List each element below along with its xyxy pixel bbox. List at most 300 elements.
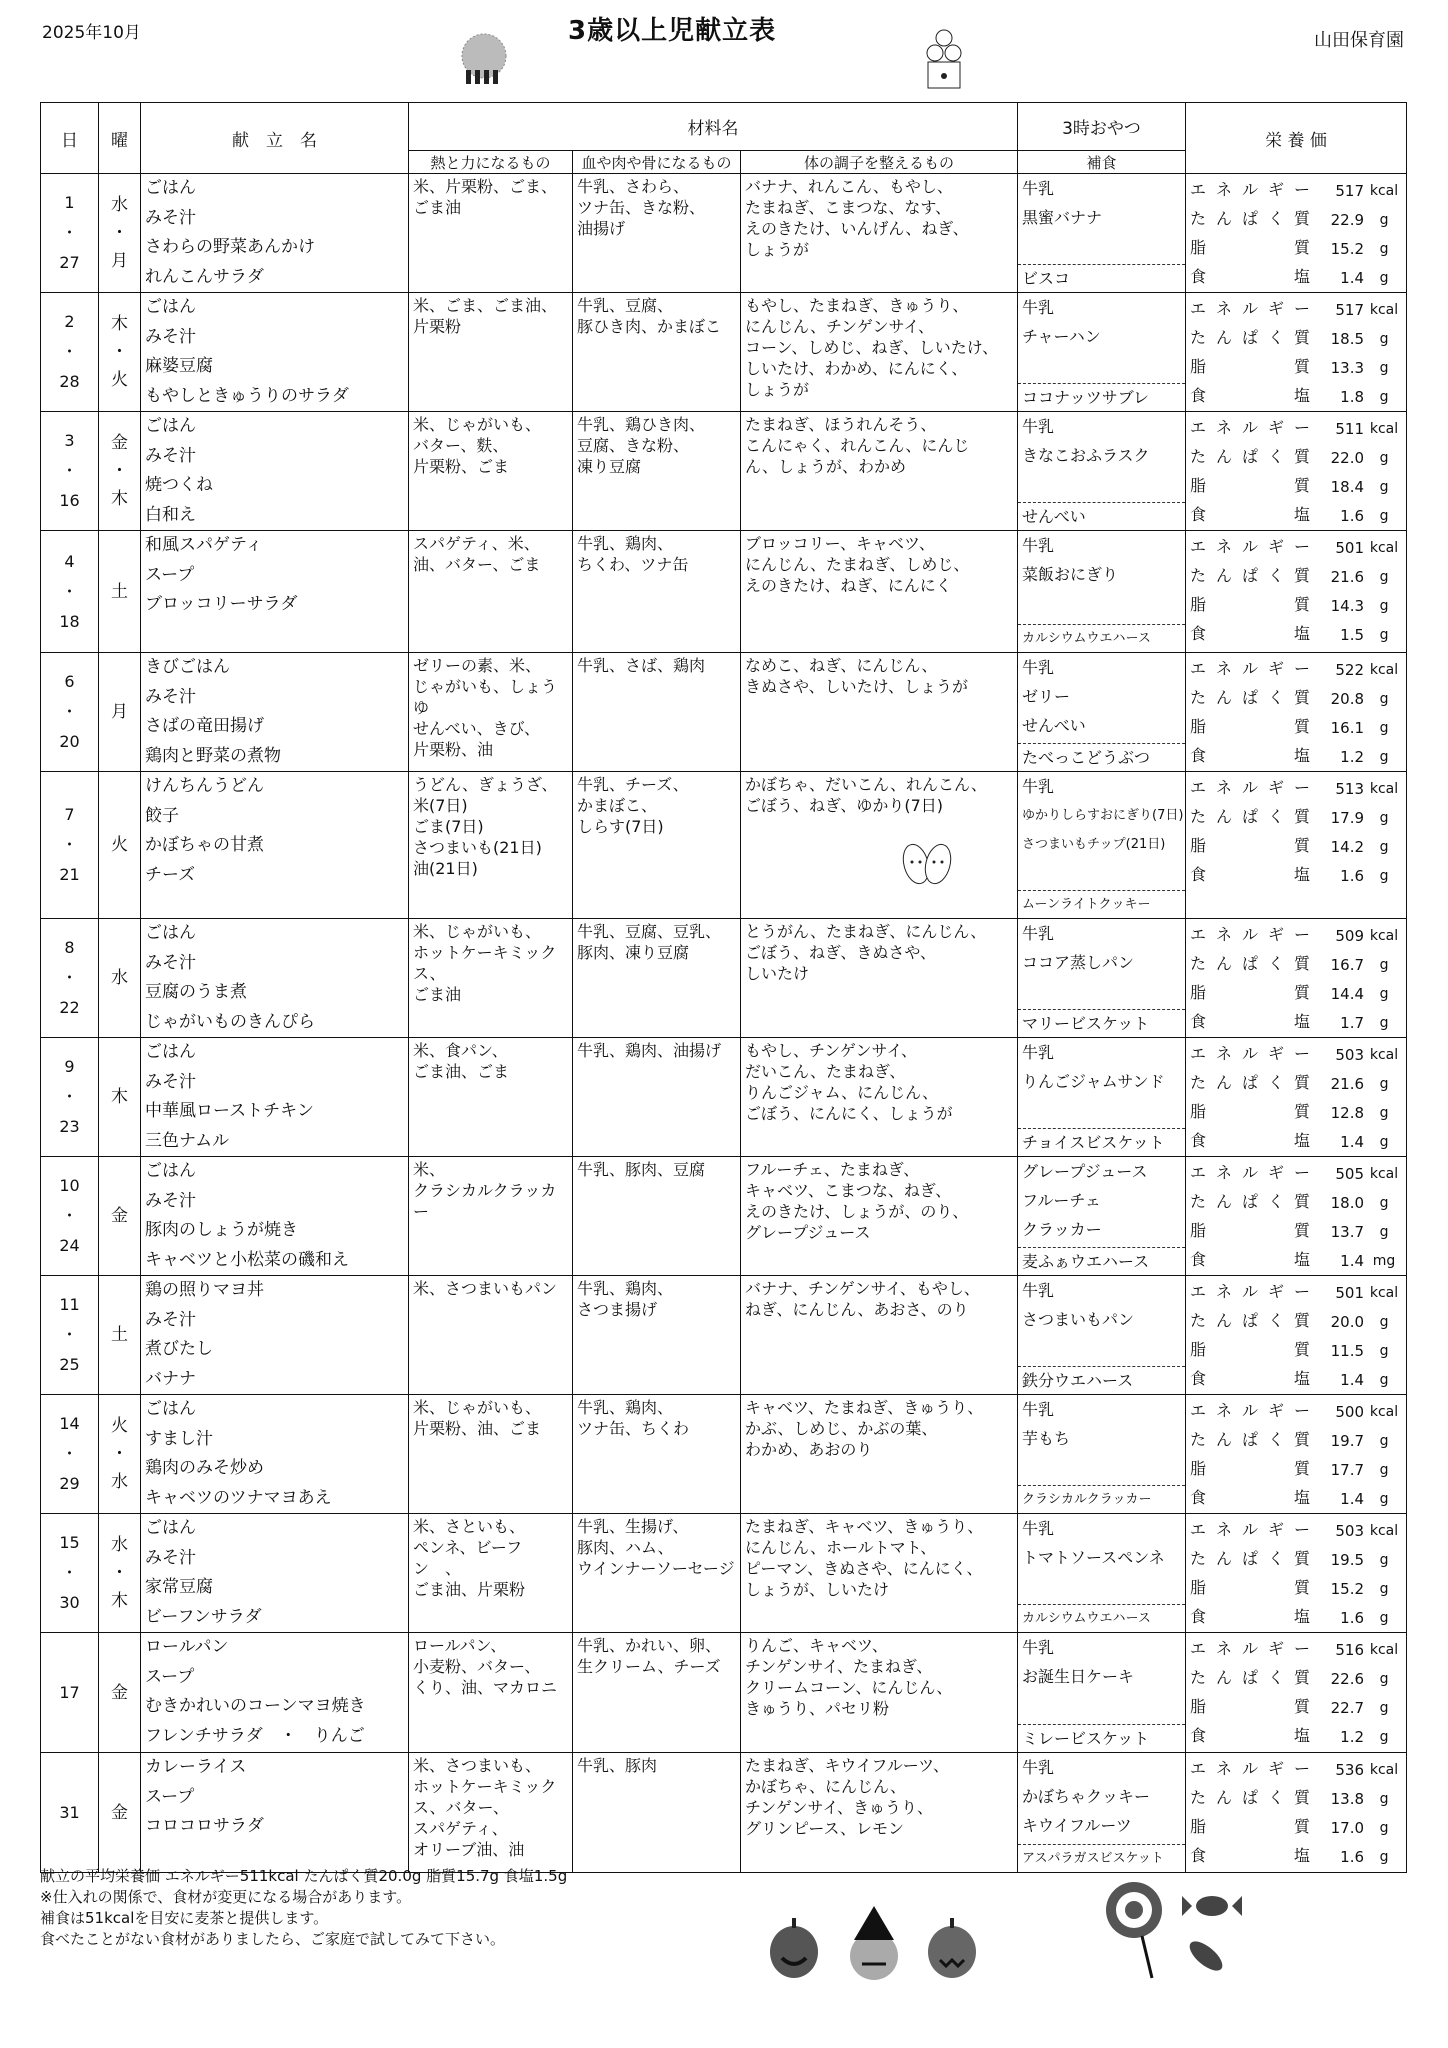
snack-item: クラッカー [1022, 1220, 1102, 1239]
snack-item: キウイフルーツ [1022, 1816, 1132, 1835]
day-text: 20 [59, 732, 80, 751]
nutrient-salt-value: 1.6 [1340, 1848, 1365, 1866]
nutrient-label-char: ぱ [1241, 1311, 1258, 1330]
weekday-cell [99, 1395, 141, 1514]
nutrient-salt-row [1186, 380, 1406, 409]
nutrient-label-char: ん [1216, 1668, 1233, 1687]
nutrient-salt-row [1186, 1840, 1406, 1869]
nutrient-label-char: 脂 [1190, 1459, 1207, 1478]
body-ingredients-cell [573, 1395, 741, 1514]
nutrition-cell [1186, 412, 1407, 531]
ingredient-line: 牛乳、鶏肉、油揚げ [577, 1041, 722, 1060]
nutrient-label-char: ネ [1216, 778, 1233, 797]
nutrient-energy-value: 500 [1335, 1403, 1365, 1421]
nutrient-salt-label [1186, 1604, 1316, 1630]
snack-item: 牛乳 [1022, 777, 1055, 796]
dish-name: ごはん [145, 178, 196, 198]
nutrient-fat-value: 15.2 [1330, 1580, 1365, 1598]
ingredient-line: ス、バター、 [413, 1798, 509, 1817]
weekday-cell [99, 174, 141, 293]
col-nutrition: 栄 養 価 [1186, 103, 1407, 174]
condition-ingredients-cell [741, 1276, 1018, 1395]
nutrient-salt-unit: g [1379, 868, 1389, 884]
condition-ingredients-cell [741, 1753, 1018, 1873]
nutrition-cell [1186, 1157, 1407, 1276]
weekday-text: ・ [111, 1563, 128, 1583]
day-text: 21 [59, 865, 80, 884]
nutrient-label-char: ぱ [1241, 954, 1258, 973]
nutrient-label-char: 食 [1190, 505, 1207, 524]
nutrient-label-char: 食 [1190, 267, 1207, 286]
ingredient-line: きぬさや、しいたけ、しょうが [745, 677, 969, 696]
ingredient-line: バター、麩、 [413, 436, 509, 455]
nutrient-fat-value: 14.3 [1330, 597, 1365, 615]
nutrient-fat-label [1186, 473, 1316, 499]
nutrient-fat-unit: g [1379, 598, 1389, 614]
snack-cell [1018, 293, 1186, 412]
nutrient-label-char: 質 [1294, 595, 1311, 614]
nutrient-fat-label [1186, 1694, 1316, 1720]
nutrient-protein-unit: g [1379, 1076, 1389, 1092]
ingredient-line: りんごジャム、にんじん、 [745, 1083, 939, 1102]
ingredient-line: フルーチェ、たまねぎ、 [745, 1160, 920, 1179]
ingredient-line: きゅうり、パセリ粉 [745, 1699, 890, 1718]
nutrient-label-char: ん [1216, 807, 1233, 826]
nutrient-label-char: ー [1293, 1282, 1310, 1301]
nutrient-label-char: ネ [1216, 1282, 1233, 1301]
dish-name: ごはん [145, 1518, 196, 1538]
ingredient-line: ホットケーキミックス、 [413, 943, 557, 983]
nutrient-protein-label [1186, 444, 1316, 470]
body-ingredients-cell [573, 293, 741, 412]
nutrient-label-char: ル [1241, 299, 1258, 318]
body-ingredients-cell [573, 412, 741, 531]
day-cell [41, 919, 99, 1038]
nutrient-salt-value: 1.7 [1340, 1014, 1365, 1032]
ingredient-line: 油、バター、ごま [413, 555, 541, 574]
nutrient-label-char: ん [1216, 1549, 1233, 1568]
nutrition-cell [1186, 1276, 1407, 1395]
dish-name: ごはん [145, 1399, 196, 1419]
nutrient-fat-row [1186, 977, 1406, 1006]
nutrient-energy-value: 511 [1335, 420, 1365, 438]
ingredient-line: さつまいも(21日) [413, 838, 542, 857]
ingredient-line: 牛乳、チーズ、 [577, 775, 689, 794]
nutrition-cell [1186, 1633, 1407, 1753]
ingredient-line: ウインナーソーセージ [577, 1559, 735, 1578]
dish-name: ごはん [145, 416, 196, 436]
day-text: 9 [64, 1057, 75, 1076]
day-text: 4 [64, 551, 75, 571]
hosyoku-item: クラシカルクラッカー [1018, 1485, 1185, 1513]
nutrient-protein-label [1186, 951, 1316, 977]
nutrient-label-char: く [1267, 1192, 1284, 1211]
menu-row [41, 772, 1407, 919]
ingredient-line: ごま油、ごま [413, 1062, 510, 1081]
nutrient-label-char: 脂 [1190, 595, 1207, 614]
ingredient-line: えのきたけ、しょうが、のり、 [745, 1202, 969, 1221]
dish-name: みそ汁 [145, 1071, 196, 1092]
ingredient-line: えのきたけ、いんげん、ねぎ、 [745, 219, 969, 238]
nutrient-label-char: た [1190, 209, 1207, 228]
weekday-text: 木 [111, 1087, 128, 1107]
nutrient-salt-unit: g [1379, 1849, 1389, 1865]
nutrient-fat-row [1186, 1215, 1406, 1244]
weekday-text: 水 [111, 1472, 128, 1492]
energy-ingredients-cell [409, 653, 573, 772]
snack-cell [1018, 1753, 1186, 1873]
hosyoku-item: カルシウムウエハース [1018, 624, 1185, 652]
weekday-text: 水 [111, 195, 128, 215]
weekday-text: 月 [111, 251, 128, 271]
ingredient-line: 牛乳、鶏ひき肉、 [577, 415, 706, 434]
ingredient-line: 豚ひき肉、かまぼこ [577, 317, 722, 336]
nutrient-label-char: 食 [1190, 1607, 1207, 1626]
nutrient-protein-label [1186, 1546, 1316, 1572]
condition-ingredients-cell [741, 293, 1018, 412]
nutrient-energy-row [1186, 412, 1406, 441]
nutrient-fat-row [1186, 1453, 1406, 1482]
ingredient-line: えのきたけ、ねぎ、にんにく [745, 576, 952, 595]
hosyoku-item: たべっこどうぶつ [1018, 743, 1185, 771]
nutrient-energy-row [1186, 1395, 1406, 1424]
energy-ingredients-cell [409, 1276, 573, 1395]
dish-name: カレーライス [145, 1757, 247, 1777]
ingredient-line: 米、さといも、 [413, 1517, 526, 1536]
nutrient-label-char: ぱ [1241, 566, 1258, 585]
dish-name: ビーフンサラダ [145, 1606, 262, 1627]
nutrient-salt-label [1186, 1485, 1316, 1511]
dishes-cell [141, 1395, 409, 1514]
nutrient-label-char: た [1190, 954, 1207, 973]
ingredient-line: とうがん、たまねぎ、にんじん、 [745, 922, 987, 941]
nutrient-salt-label [1186, 264, 1316, 290]
energy-ingredients-cell [409, 1633, 573, 1753]
nutrient-protein-row [1186, 1186, 1406, 1215]
nutrient-label-char: ぱ [1241, 807, 1258, 826]
nutrient-energy-unit: kcal [1369, 781, 1399, 797]
ingredient-line: ロールパン、 [413, 1636, 507, 1655]
nutrient-label-char: 質 [1293, 1430, 1310, 1449]
nutrient-label-char: エ [1190, 1044, 1207, 1063]
energy-ingredients-cell [409, 1514, 573, 1633]
nutrient-label-char: ぱ [1241, 1549, 1258, 1568]
nutrient-protein-row [1186, 203, 1406, 232]
nutrient-protein-value: 22.9 [1330, 211, 1365, 229]
nutrient-label-char: 脂 [1190, 1817, 1207, 1836]
nutrient-label-char: ネ [1216, 659, 1233, 678]
nutrient-label-char: ん [1216, 1311, 1233, 1330]
nutrient-label-char: 食 [1190, 1012, 1207, 1031]
nutrient-label-char: 質 [1293, 1311, 1310, 1330]
nutrient-label-char: ん [1216, 328, 1233, 347]
condition-ingredients-cell [741, 1157, 1018, 1276]
nutrient-label-char: く [1267, 1549, 1284, 1568]
ingredient-line: 片栗粉、ごま [413, 457, 510, 476]
snack-item: フルーチェ [1022, 1191, 1101, 1210]
nutrient-label-char: ん [1216, 688, 1233, 707]
dish-name: みそ汁 [145, 445, 196, 466]
ingredient-line: グリンピース、レモン [745, 1819, 905, 1838]
nutrition-cell [1186, 531, 1407, 653]
nutrient-protein-unit: g [1379, 1433, 1389, 1449]
school-name: 山田保育園 [1314, 30, 1404, 51]
weekday-cell [99, 653, 141, 772]
nutrient-label-char: ギ [1267, 418, 1284, 437]
ingredient-line: 牛乳、豆腐、 [577, 296, 674, 315]
ingredient-line: 米、さつまいも、 [413, 1756, 542, 1775]
ingredient-line: ごぼう、ねぎ、きぬさや、 [745, 943, 937, 962]
weekday-text: ・ [111, 461, 128, 481]
weekday-text: 木 [111, 314, 128, 334]
nutrient-energy-label [1186, 1636, 1316, 1662]
nutrient-label-char: 質 [1294, 1697, 1311, 1716]
ingredient-line: チンゲンサイ、きゅうり、 [745, 1798, 934, 1817]
nutrient-energy-label [1186, 296, 1316, 322]
nutrient-fat-row [1186, 589, 1406, 618]
hosyoku-item: 麦ふぁウエハース [1018, 1247, 1185, 1275]
hosyoku-item: マリービスケット [1018, 1009, 1185, 1037]
nutrition-cell [1186, 293, 1407, 412]
snack-item: ゆかりしらすおにぎり(7日) [1022, 808, 1184, 823]
ingredient-line: たまねぎ、こまつな、なす、 [745, 198, 952, 217]
snack-cell [1018, 653, 1186, 772]
nutrient-label-char: く [1267, 954, 1284, 973]
ingredient-line: たまねぎ、ほうれんそう、 [745, 415, 937, 434]
nutrient-fat-unit: g [1379, 479, 1389, 495]
nutrient-fat-value: 18.4 [1330, 478, 1365, 496]
ingredient-line: たまねぎ、キウイフルーツ、 [745, 1756, 950, 1775]
nutrient-energy-value: 517 [1335, 301, 1365, 319]
nutrient-salt-unit: g [1379, 1729, 1389, 1745]
day-text: 22 [59, 998, 80, 1017]
dish-name: 家常豆腐 [145, 1577, 213, 1597]
nutrient-label-char: ん [1216, 954, 1233, 973]
nutrient-protein-value: 22.0 [1330, 449, 1365, 467]
ingredient-line: ツナ缶、ちくわ [577, 1419, 690, 1438]
nutrient-label-char: た [1190, 328, 1207, 347]
nutrient-fat-value: 17.7 [1330, 1461, 1365, 1479]
nutrient-label-char: た [1190, 688, 1207, 707]
nutrient-label-char: エ [1190, 925, 1207, 944]
ingredient-line: しらす(7日) [577, 817, 664, 836]
hosyoku-item: カルシウムウエハース [1018, 1604, 1185, 1632]
nutrition-cell [1186, 174, 1407, 293]
nutrient-energy-unit: kcal [1369, 1047, 1399, 1063]
nutrient-label-char: 脂 [1190, 717, 1207, 736]
nutrient-label-char: ぱ [1241, 447, 1258, 466]
nutrient-label-char: 食 [1190, 386, 1207, 405]
nutrient-fat-label [1186, 1456, 1316, 1482]
snack-item: 牛乳 [1022, 1043, 1055, 1062]
nutrient-protein-label [1186, 804, 1316, 830]
nutrient-fat-label [1186, 1099, 1316, 1125]
dish-name: スープ [145, 1786, 195, 1807]
nutrient-salt-row [1186, 1720, 1406, 1749]
nutrient-label-char: ネ [1216, 418, 1233, 437]
nutrient-label-char: エ [1190, 418, 1207, 437]
nutrient-protein-row [1186, 682, 1406, 711]
weekday-text: ・ [111, 342, 128, 362]
nutrient-label-char: 質 [1293, 1073, 1310, 1092]
menu-row [41, 531, 1407, 653]
snack-cell [1018, 1633, 1186, 1753]
nutrient-label-char: ネ [1216, 1401, 1233, 1420]
nutrient-salt-label [1186, 743, 1316, 769]
nutrient-energy-value: 513 [1335, 780, 1365, 798]
dish-name: きびごはん [145, 657, 230, 677]
menu-row [41, 653, 1407, 772]
ingredient-line: 米、片栗粉、ごま、 [413, 177, 558, 196]
condition-ingredients-cell [741, 174, 1018, 293]
note-hosyoku: 補食は51kcalを目安に麦茶と提供します。 [40, 1909, 329, 1927]
nutrient-salt-row [1186, 1363, 1406, 1392]
day-text: ・ [61, 461, 78, 480]
nutrient-label-char: ー [1293, 778, 1310, 797]
nutrient-energy-unit: kcal [1369, 1523, 1399, 1539]
ingredient-line: 牛乳、豚肉 [577, 1756, 658, 1775]
nutrient-label-char: た [1190, 566, 1207, 585]
day-text: ・ [61, 835, 78, 854]
lollipop-icon [1104, 1870, 1274, 1980]
ingredient-line: ごま油、片栗粉 [413, 1580, 526, 1599]
dish-name: バナナ [145, 1368, 196, 1389]
nutrient-fat-value: 15.2 [1330, 240, 1365, 258]
ingredient-line: 片栗粉、油 [413, 740, 494, 759]
menu-row [41, 1514, 1407, 1633]
dish-name: みそ汁 [145, 1309, 196, 1330]
nutrient-label-char: ギ [1267, 1044, 1284, 1063]
nutrient-label-char: 質 [1293, 328, 1310, 347]
day-text: 30 [59, 1593, 80, 1612]
hosyoku-item: ココナッツサブレ [1018, 383, 1185, 411]
nutrient-protein-unit: g [1379, 1195, 1389, 1211]
nutrient-label-char: 塩 [1294, 624, 1311, 643]
note-supply: ※仕入れの関係で、食材が変更になる場合があります。 [40, 1888, 412, 1906]
nutrient-energy-row [1186, 1157, 1406, 1186]
ingredient-line: 米、じゃがいも、 [413, 415, 542, 434]
nutrient-salt-unit: g [1379, 1134, 1389, 1150]
snack-item: 牛乳 [1022, 1519, 1055, 1538]
nutrient-fat-label [1186, 833, 1316, 859]
ingredient-line: 牛乳、豆腐、豆乳、 [577, 922, 722, 941]
day-cell [41, 772, 99, 919]
snack-item: 牛乳 [1022, 1400, 1055, 1419]
nutrient-energy-unit: kcal [1369, 1762, 1399, 1778]
day-text: 31 [59, 1802, 80, 1822]
nutrient-protein-label [1186, 1308, 1316, 1334]
nutrient-salt-unit: g [1379, 1491, 1389, 1507]
day-cell [41, 653, 99, 772]
ingredient-line: もやし、チンゲンサイ、 [745, 1041, 918, 1060]
dish-name: みそ汁 [145, 1547, 196, 1568]
ingredient-line: チンゲンサイ、たまねぎ、 [745, 1657, 933, 1676]
nutrient-energy-value: 503 [1335, 1522, 1365, 1540]
nutrient-label-char: ネ [1216, 299, 1233, 318]
ingredient-line: バナナ、チンゲンサイ、もやし、 [745, 1279, 980, 1298]
nutrient-label-char: エ [1190, 537, 1207, 556]
weekday-text: 水 [111, 1535, 128, 1555]
col-day: 日 [41, 103, 99, 174]
ingredient-line: スパゲティ、米、 [413, 534, 540, 553]
dish-name: れんこんサラダ [145, 266, 264, 287]
nutrient-label-char: 質 [1293, 447, 1310, 466]
nutrient-label-char: 質 [1294, 1340, 1311, 1359]
nutrient-label-char: 質 [1293, 1788, 1310, 1807]
nutrient-label-char: ギ [1267, 180, 1284, 199]
day-text: ・ [61, 581, 78, 601]
ingredient-line: 米、食パン、 [413, 1041, 508, 1060]
nutrient-salt-value: 1.6 [1340, 867, 1365, 885]
nutrient-label-char: ん [1216, 1073, 1233, 1092]
nutrient-label-char: 質 [1293, 566, 1310, 585]
nutrient-salt-unit: g [1379, 270, 1389, 286]
nutrient-label-char: ネ [1216, 1163, 1233, 1182]
snack-item: 牛乳 [1022, 1281, 1055, 1300]
sweet-potato-icon [900, 838, 956, 888]
nutrient-salt-row [1186, 1125, 1406, 1154]
ingredient-line: にんじん、チンゲンサイ、 [745, 317, 934, 336]
nutrient-label-char: ル [1241, 1639, 1258, 1658]
nutrient-salt-unit: g [1379, 627, 1389, 643]
ingredient-line: グレープジュース [745, 1223, 871, 1242]
nutrient-protein-label [1186, 1427, 1316, 1453]
dish-name: むきかれいのコーンマヨ焼き [145, 1696, 366, 1716]
nutrition-cell [1186, 653, 1407, 772]
dishes-cell [141, 1038, 409, 1157]
body-ingredients-cell [573, 1753, 741, 1873]
nutrient-fat-unit: g [1379, 1820, 1389, 1836]
day-text: 1 [64, 193, 75, 212]
weekday-cell [99, 1753, 141, 1873]
day-text: 23 [59, 1117, 80, 1136]
day-text: 15 [59, 1533, 80, 1552]
nutrient-label-char: ネ [1216, 537, 1233, 556]
nutrient-label-char: 脂 [1190, 1578, 1207, 1597]
nutrient-fat-label [1186, 1218, 1316, 1244]
nutrient-energy-label [1186, 534, 1316, 560]
dish-name: みそ汁 [145, 207, 196, 228]
ingredient-line: 片栗粉 [413, 317, 462, 336]
nutrient-fat-value: 11.5 [1330, 1342, 1365, 1360]
hosyoku-item: 鉄分ウエハース [1018, 1366, 1185, 1394]
ingredient-line: わかめ、あおのり [745, 1440, 873, 1459]
nutrient-salt-value: 1.2 [1340, 1728, 1365, 1746]
nutrient-label-char: 質 [1293, 954, 1310, 973]
ingredient-line: かぼちゃ、にんじん、 [745, 1777, 906, 1796]
snack-item: 菜飯おにぎり [1022, 565, 1119, 584]
weekday-text: 火 [111, 1416, 128, 1436]
dish-name: 和風スパゲティ [145, 535, 263, 555]
nutrient-label-char: ぱ [1241, 1788, 1258, 1807]
ingredient-line: ん、しょうが、わかめ [745, 457, 906, 476]
ingredient-line: 小麦粉、バター、 [413, 1657, 541, 1676]
body-ingredients-cell [573, 1276, 741, 1395]
snack-item: さつまいもチップ(21日) [1022, 837, 1166, 852]
nutrient-protein-value: 19.5 [1330, 1551, 1365, 1569]
nutrient-protein-unit: g [1379, 957, 1389, 973]
nutrient-energy-label [1186, 1756, 1316, 1782]
ingredient-line: 豚肉、ハム、 [577, 1538, 674, 1557]
nutrient-label-char: た [1190, 447, 1207, 466]
nutrient-label-char: エ [1190, 299, 1207, 318]
nutrient-label-char: ー [1293, 1639, 1310, 1658]
nutrient-label-char: く [1267, 1668, 1284, 1687]
nutrient-label-char: ル [1241, 1044, 1258, 1063]
nutrient-fat-row [1186, 1096, 1406, 1125]
nutrient-label-char: 質 [1294, 983, 1311, 1002]
dish-name: 鶏の照りマヨ丼 [145, 1280, 264, 1300]
